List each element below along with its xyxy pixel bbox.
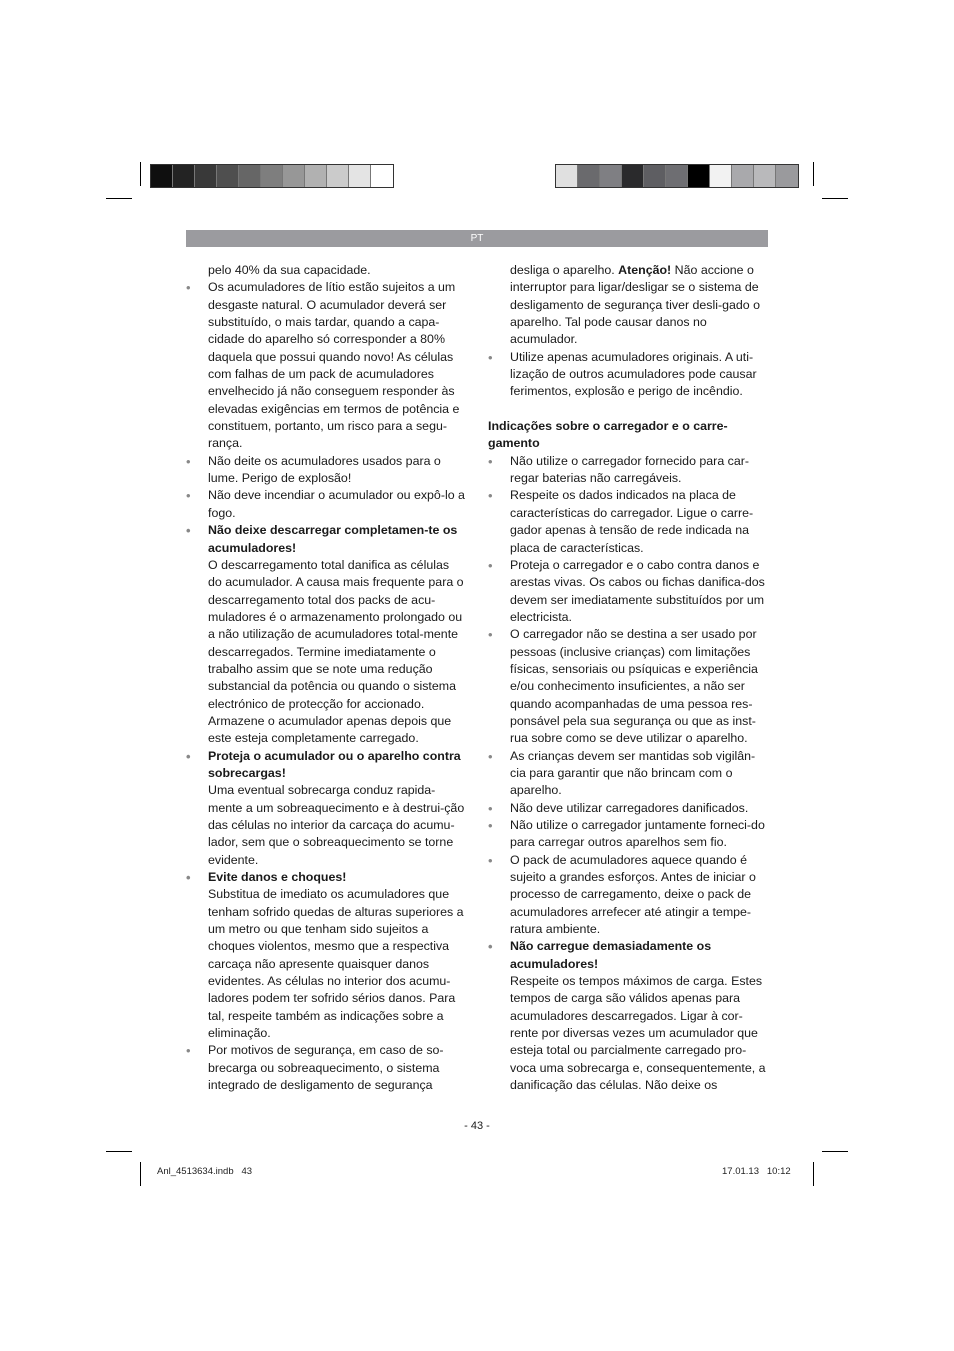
- color-swatch: [305, 165, 327, 187]
- crop-mark: [813, 162, 814, 186]
- bullet-item: • O pack de acumuladores aquece quando é sujeito a grandes esforços. Antes de iniciar o processo de carregamento, deixe o pack de acumuladores arrefecer até atingir a tempe-ratura ambiente.: [488, 852, 768, 939]
- crop-mark: [140, 1162, 141, 1186]
- left-column: [186, 262, 466, 1095]
- color-swatch: [600, 165, 622, 187]
- color-swatch: [217, 165, 239, 187]
- paragraph: pelo 40% da sua capacidade.: [208, 263, 371, 277]
- color-swatch: [239, 165, 261, 187]
- paragraph: Substitua de imediato os acumuladores que tenham sofrido quedas de alturas superiores a um metro ou que tenham sido sujeitos a choques violentos, mesmo que a respectiva carcaça não apresente quaisquer danos evidentes. As células no interior dos acumu-ladores podem ter sofrido sérios danos. Para tal, respeite também as indicações sobre a eliminação.: [208, 887, 464, 1041]
- paragraph: [488, 262, 768, 349]
- section-heading: Indicações sobre o carregador e o carre-gamento: [488, 419, 728, 451]
- bullet-item: • O carregador não se destina a ser usado por pessoas (inclusive crianças) com limitações físicas, sensoriais ou psíquicas e experiência e/ou conhecimento insuficientes, a não ser quando acompanhadas de uma pessoa res-ponsável pela sua segurança ou que as inst-rua sobre como se deve utilizar o aparelho.: [488, 626, 768, 747]
- color-swatch: [710, 165, 732, 187]
- bullet-item: • Por motivos de segurança, em caso de so-brecarga ou sobreaquecimento, o sistema integrado de desligamento de segurança: [186, 1042, 466, 1094]
- bullet-item: • Não deve incendiar o acumulador ou expô-lo a fogo.: [186, 487, 466, 522]
- bullet-item: • Utilize apenas acumuladores originais. A uti-lização de outros acumuladores pode causar ferimentos, explosão e perigo de incêndio.: [488, 349, 768, 401]
- text: desliga o aparelho.: [510, 263, 615, 277]
- footer-timestamp: 17.01.13 10:12: [722, 1166, 791, 1177]
- color-swatch: [688, 165, 710, 187]
- color-swatch: [732, 165, 754, 187]
- color-swatch: [151, 165, 173, 187]
- warning-label: Atenção!: [618, 263, 672, 277]
- bullet-heading: • Evite danos e choques!: [186, 869, 466, 886]
- crop-mark: [106, 198, 132, 199]
- color-swatch: [371, 165, 393, 187]
- paragraph: Respeite os tempos máximos de carga. Estes tempos de carga são válidos apenas para acumuladores descarregados. Ligar à cor-rente por diversas vezes um acumulador que esteja total ou parcialmente carregado pro-voca uma sobrecarga e, consequentemente, a danificação das células. Não deixe os: [510, 974, 766, 1093]
- crop-mark: [822, 1151, 848, 1152]
- crop-mark: [813, 1162, 814, 1186]
- bullet-heading: • Proteja o acumulador ou o aparelho contra sobrecargas!: [186, 748, 466, 783]
- bullet-heading: • Não deixe descarregar completamen-te os acumuladores!: [186, 522, 466, 557]
- bullet-item: • Respeite os dados indicados na placa de características do carregador. Ligue o carre-gador apenas à tensão de rede indicada na placa de características.: [488, 487, 768, 556]
- color-swatch: [644, 165, 666, 187]
- color-swatch: [578, 165, 600, 187]
- bullet-item: • Não utilize o carregador juntamente forneci-do para carregar outros aparelhos sem fio.: [488, 817, 768, 852]
- color-swatch: [327, 165, 349, 187]
- color-swatch: [283, 165, 305, 187]
- page-number: - 43 -: [464, 1120, 490, 1132]
- crop-mark: [140, 162, 141, 186]
- language-label: PT: [470, 233, 484, 244]
- paragraph: Uma eventual sobrecarga conduz rapida-mente a um sobreaquecimento e à destrui-ção das células no interior da carcaça do acumu-lador, sem que o sobreaquecimento se torne evidente.: [208, 783, 465, 867]
- footer-file-name: Anl_4513634.indb 43: [157, 1166, 253, 1177]
- spacer: [488, 401, 768, 418]
- bullet-item: • As crianças devem ser mantidas sob vigilân-cia para garantir que não brincam com o aparelho.: [488, 748, 768, 800]
- color-swatch: [666, 165, 688, 187]
- crop-mark: [106, 1151, 132, 1152]
- color-swatch: [556, 165, 578, 187]
- text: Não accione o interruptor para ligar/desligar se o sistema de desligamento de segurança tiver desli-gado o aparelho. Tal pode causar danos no acumulador.: [510, 263, 761, 347]
- color-registration-bar-right: [555, 164, 799, 188]
- bullet-item: • Proteja o carregador e o cabo contra danos e arestas vivas. Os cabos ou fichas danifica-dos devem ser imediatamente substituídos por um electricista.: [488, 557, 768, 626]
- right-column: [488, 262, 768, 1095]
- color-swatch: [195, 165, 217, 187]
- bullet-item: • Não deve utilizar carregadores danificados.: [488, 800, 768, 817]
- color-swatch: [754, 165, 776, 187]
- bullet-item: • Não deite os acumuladores usados para o lume. Perigo de explosão!: [186, 453, 466, 488]
- language-header-bar: [186, 230, 768, 247]
- color-registration-bar-left: [150, 164, 394, 188]
- bullet-item: • Os acumuladores de lítio estão sujeitos a um desgaste natural. O acumulador deverá ser substituído, o mais tardar, quando a capa-cidade do aparelho só corresponder a 80% daquela que possui quando novo! As células com falhas de um pack de acumuladores envelhecido já não conseguem responder às elevadas exigências em termos de potência e constituem, portanto, um risco para a segu-rança.: [186, 279, 466, 452]
- color-swatch: [349, 165, 371, 187]
- color-swatch: [173, 165, 195, 187]
- color-swatch: [622, 165, 644, 187]
- crop-mark: [822, 198, 848, 199]
- paragraph: O descarregamento total danifica as células do acumulador. A causa mais frequente para o descarregamento total dos packs de acu-muladores é o armazenamento prolongado ou a não utilização de acumuladores total-mente descarregados. Termine imediatamente o trabalho assim que se note uma redução substancial da potência ou quando o sistema electrónico de protecção for accionado. Armazene o acumulador apenas depois que este esteja completamente carregado.: [208, 557, 464, 746]
- color-swatch: [261, 165, 283, 187]
- bullet-item: • Não utilize o carregador fornecido para car-regar baterias não carregáveis.: [488, 453, 768, 488]
- color-swatch: [776, 165, 798, 187]
- bullet-heading: • Não carregue demasiadamente os acumuladores!: [488, 938, 768, 973]
